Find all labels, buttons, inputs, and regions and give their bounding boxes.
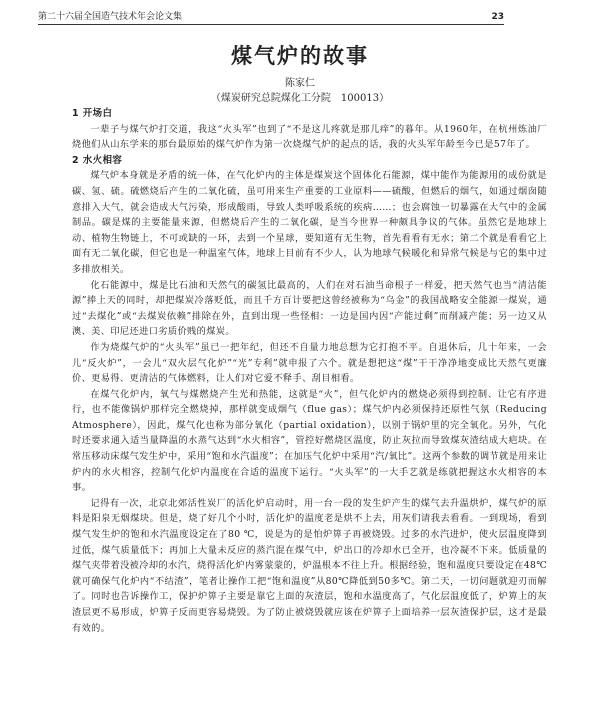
section-heading: 2 水火相容	[72, 154, 123, 166]
page-number: 23	[491, 12, 504, 22]
article-title: 煤气炉的故事	[231, 44, 369, 68]
journal-title: 第二十六届全国造气技术年会论文集	[38, 12, 183, 22]
running-header	[38, 10, 504, 25]
article-body	[72, 106, 547, 636]
paragraph: 化石能源中，煤是比石油和天然气的碳氢比最高的，人们在对石油当命根子一样爱，把天然气也当“清洁能源”捧上天的同时，却把煤炭冷落贬低，而且千方百计要把这曾经被称为“乌金”的我国战略安全能源一煤炭，通过“去煤化”或“去煤炭依赖”排除在外，直到出现一些怪相：一边是国内因“产能过剩”而削减产能；另一边又从澳、美、印尼还进口劣质价贱的煤炭。	[72, 279, 547, 338]
paragraph: 作为烧煤气炉的“火头军”虽已一把年纪，但还不自量力地总想为它打抱不平。自退休后，几十年来，一会儿“反火炉”，一会儿“双火层气化炉”“光”专利”就申报了六个。就是想把这“煤”干干净净地变成比天然气更廉价、更易得、更清洁的气体燃料，让人们对它爱不释手、刮目相看。	[72, 341, 547, 385]
paragraph: 记得有一次，北京北郊活性炭厂的活化炉启动时，用一台一段的发生炉产生的煤气去升温烘炉，煤气炉的原料是阳泉无烟煤块。但是，烧了好几个小时，活化炉的温度老是烘不上去，用灰们请我去看看。一到现场，看到煤气发生炉的饱和水汽温度设定在了80 ℃，说是为的是怕炉箅子再被烧毁。过多的水汽进炉，使火层温度降到过低，煤气质量低下；再加上大量未反应的蒸汽混在煤气中，炉出口的冷却水已全开，也冷凝不下来。低质量的煤气夹带着没被冷却的水汽，烧得活化炉内雾蒙蒙的，炉温根本不往上升。根据经验，饱和温度只要设定在48℃就可确保气化炉内“不结渣”，笔者让操作工把“饱和温度”从80℃降低到50多℃。第二天，一切问题就迎刃而解了。同时也告诉操作工，保护炉箅子主要是靠它上面的灰渣层，饱和水温度高了，气化层温度低了，炉箅上的灰渣层更不易形成，炉箅子反而更容易烧毁。为了防止被烧毁就应该在炉箅子上面培养一层灰渣保护层，这才是最有效的。	[72, 497, 547, 634]
paragraph: 在煤气化炉内，氧气与煤燃烧产生光和热能，这就是“火”，但气化炉内的燃烧必须得到控制、让它有序进行，也不能像锅炉那样完全燃烧掉，那样就变成烟气（flue gas）；煤气炉内必须保持还原性气氛（Reducing Atmosphere），因此，煤气化也称为部分氧化（partial oxidation），以别于锅炉里的完全氧化。另外，气化时还要求通入适当量降温的水蒸气达到“水火相容”，管控好燃烧区温度，防止灰拉而导致煤灰渣结成大疤块。在常压移动床煤气发生炉中，采用“饱和水汽温度”；在加压气化炉中采用“汽/氧比”。这两个参数的调节就是用来让炉内的水火相容，控制气化炉内温度在合适的温度下运行。“火头军”的一大手艺就是练就把握这水火相容的本事。	[72, 388, 547, 494]
paragraph: 煤气炉本身就是矛盾的统一体，在气化炉内的主体是煤炭这个固体化石能源，煤中能作为能源用的成份就是碳、氢、硫。硫燃烧后产生的二氧化硫，虽可用来生产重要的工业原料——硫酸，但燃后的烟气，如通过烟囱随意排入大气，就会造成大气污染，形成酸雨，导致人类呼吸系统的疾病……；也会腐蚀一切暴露在大气中的金属制品。碳是煤的主要能量来源，但燃烧后产生的二氧化碳，是当今世界一种颇具争议的气体。虽然它是地球上动、植物生物链上，不可或缺的一环，去到一个星球，要知道有无生物，首先看看有无水；第二个就是看看它上面有无二氧化碳，但它也是一种温室气体，地球上目前有不少人，认为地球气候暖化和异常气候是与它的集中过多排放相关。	[72, 170, 547, 275]
author: 陈家仁	[285, 78, 315, 89]
affiliation: （煤炭研究总院煤化工分院 100013）	[210, 93, 390, 104]
paragraph: 一辈子与煤气炉打交道，我这“火头军”也到了“不是这儿疼就是那儿痒”的暮年。从1960年，在杭州炼油厂烧他们从山东学来的那台最原始的煤气炉作为第一次烧煤气炉的起点的话，我的火头军年龄至今已是57年了。	[72, 123, 547, 151]
section-heading: 1 开场白	[72, 108, 113, 119]
